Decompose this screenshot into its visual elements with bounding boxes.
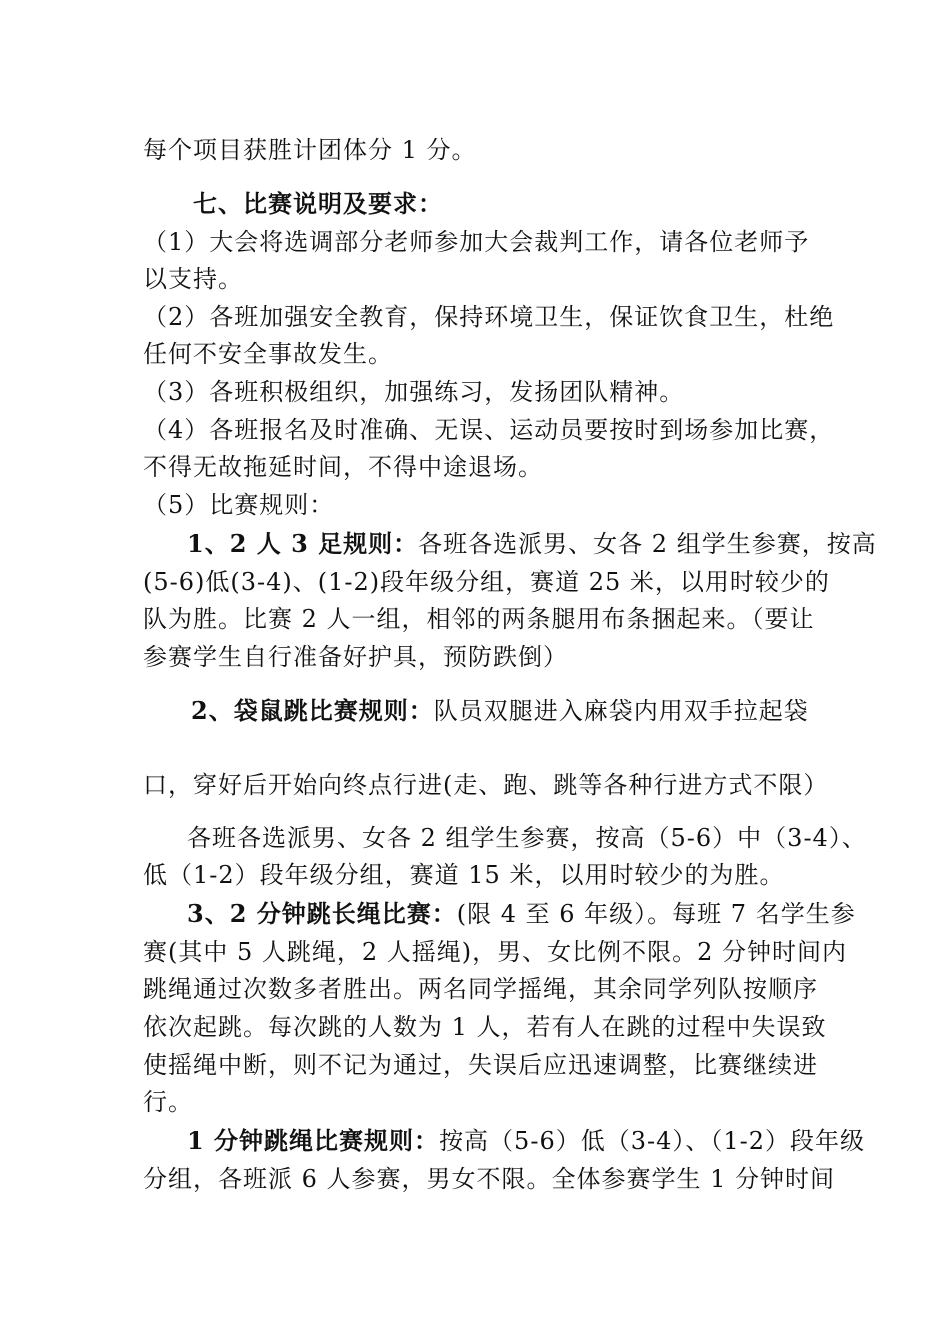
paragraph-line: [143, 566, 830, 598]
paragraph-line: [143, 263, 243, 295]
line-text: （1）大会将选调部分老师参加大会裁判工作，请各位老师予: [143, 228, 810, 256]
rule-title: 3、2 分钟跳长绳比赛：: [187, 899, 457, 928]
line-text: （5）比赛规则：: [143, 491, 335, 519]
section-heading: [193, 188, 443, 220]
line-text: 使摇绳中断，则不记为通过，失误后应迅速调整，比赛继续进: [143, 1051, 818, 1079]
paragraph-line: [143, 859, 784, 891]
paragraph-line: [143, 1086, 193, 1118]
paragraph-line: [143, 376, 684, 408]
paragraph-line: [143, 226, 809, 258]
rule-title: 2、袋鼠跳比赛规则：: [191, 696, 434, 725]
rule-line: [191, 695, 809, 727]
paragraph-line: [143, 414, 834, 446]
line-text: 按高（5-6）低（3-4）、（1-2）段年级: [439, 1127, 866, 1155]
rule-title: 1 分钟跳绳比赛规则：: [187, 1126, 440, 1155]
rule-line: [187, 1125, 865, 1157]
line-text: 任何不安全事故发生。: [143, 340, 393, 368]
line-text: 不得无故拖延时间，不得中途退场。: [143, 453, 543, 481]
paragraph-line: [143, 603, 815, 635]
line-text: 每个项目获胜计团体分 1 分。: [143, 136, 477, 164]
rule-line: [187, 898, 856, 930]
paragraph-line: [143, 134, 477, 166]
paragraph-line: [143, 338, 393, 370]
paragraph-line: [143, 641, 568, 673]
line-text: 参赛学生自行准备好护具，预防跌倒）: [143, 643, 568, 671]
paragraph-line: [143, 451, 543, 483]
line-text: 低（1-2）段年级分组，赛道 15 米，以用时较少的为胜。: [143, 861, 785, 889]
paragraph-line: [143, 1163, 835, 1195]
paragraph-line: [143, 1049, 818, 1081]
paragraph-line: [187, 822, 867, 854]
paragraph-line: [143, 973, 818, 1005]
line-text: (5-6)低(3-4)、(1-2)段年级分组，赛道 25 米，以用时较少的: [143, 568, 830, 596]
paragraph-line: [143, 301, 834, 333]
paragraph-line: [143, 489, 334, 521]
line-text: (限 4 至 6 年级）。每班 7 名学生参: [456, 900, 856, 928]
paragraph-line: [143, 936, 847, 968]
line-text: （3）各班积极组织，加强练习，发扬团队精神。: [143, 378, 685, 406]
line-text: 行。: [143, 1088, 193, 1116]
paragraph-line: [143, 1011, 827, 1043]
line-text: 赛(其中 5 人跳绳，2 人摇绳)，男、女比例不限。2 分钟时间内: [143, 938, 848, 966]
line-text: 队为胜。比赛 2 人一组，相邻的两条腿用布条捆起来。（要让: [143, 605, 815, 633]
line-text: 各班各选派男、女各 2 组学生参赛，按高（5-6）中（3-4）、: [187, 824, 867, 852]
line-text: （2）各班加强安全教育，保持环境卫生，保证饮食卫生，杜绝: [143, 303, 835, 331]
line-text: 队员双腿进入麻袋内用双手拉起袋: [433, 697, 809, 725]
line-text: 依次起跳。每次跳的人数为 1 人，若有人在跳的过程中失误致: [143, 1013, 827, 1041]
line-text: 口，穿好后开始向终点行进(走、跑、跳等各种行进方式不限）: [143, 771, 829, 799]
rule-line: [187, 528, 877, 560]
line-text: 各班各选派男、女各 2 组学生参赛，按高: [418, 530, 877, 558]
line-text: （4）各班报名及时准确、无误、运动员要按时到场参加比赛，: [143, 416, 835, 444]
line-text: 以支持。: [143, 265, 243, 293]
line-text: 跳绳通过次数多者胜出。两名同学摇绳，其余同学列队按顺序: [143, 975, 818, 1003]
line-text: 分组，各班派 6 人参赛，男女不限。全体参赛学生 1 分钟时间: [143, 1165, 836, 1193]
rule-title: 1、2 人 3 足规则：: [187, 529, 419, 558]
heading-text: 七、比赛说明及要求：: [193, 189, 443, 218]
paragraph-line: [143, 769, 828, 801]
